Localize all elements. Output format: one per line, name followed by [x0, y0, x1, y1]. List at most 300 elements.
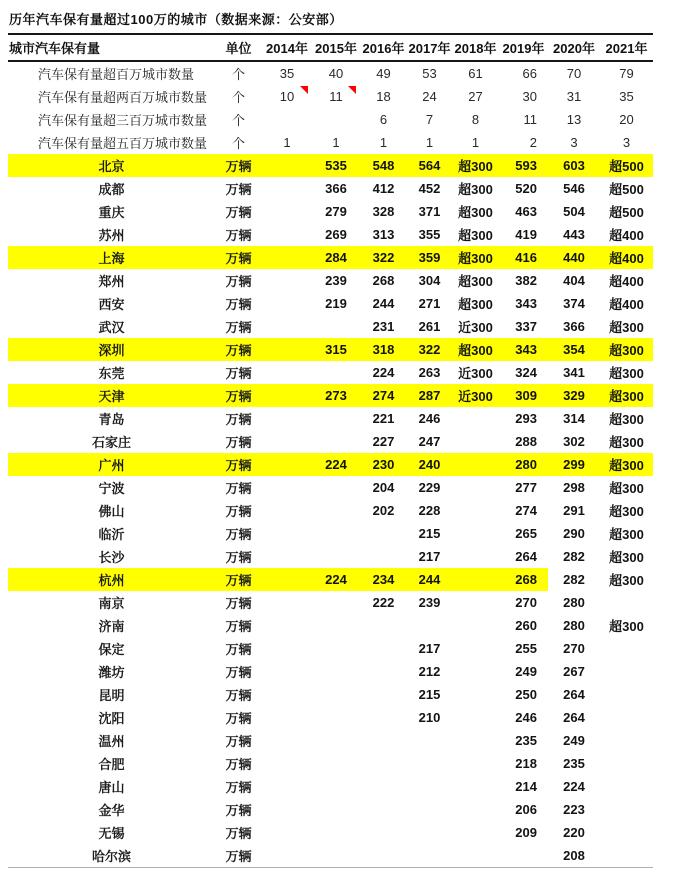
- summary-label: 汽车保有量超三百万城市数量: [38, 113, 208, 128]
- summary-value-cell: 53: [422, 66, 437, 81]
- city-value-cell: [262, 775, 312, 798]
- header-year-2019: 2019年: [499, 34, 548, 61]
- city-row: [8, 315, 653, 338]
- summary-value-cell: 18: [376, 89, 391, 104]
- city-value-cell: 228: [418, 503, 441, 518]
- city-value-cell: [262, 752, 312, 775]
- summary-value-cell: 13: [566, 112, 582, 127]
- city-row: [8, 292, 653, 315]
- city-row: [8, 821, 653, 844]
- city-value-cell: 235: [563, 756, 585, 771]
- unit-cell: 万辆: [225, 619, 252, 634]
- city-value-cell: 超300: [609, 550, 644, 565]
- summary-value-cell: 11: [312, 85, 360, 108]
- city-row: [8, 361, 653, 384]
- city-name-cell: 潍坊: [98, 665, 125, 680]
- header-year-2021: 2021年: [600, 34, 653, 61]
- city-value-cell: 290: [563, 526, 585, 541]
- city-value-cell: 超300: [609, 504, 644, 519]
- summary-value-cell: 2: [529, 135, 537, 150]
- city-value-cell: 263: [418, 365, 441, 380]
- header-row: [8, 34, 653, 61]
- summary-value-cell: 20: [619, 112, 634, 127]
- city-row: [8, 614, 653, 637]
- city-value-cell: [600, 798, 653, 821]
- city-name-cell: 昆明: [98, 688, 125, 703]
- summary-value-cell: 61: [468, 66, 483, 81]
- summary-row: [8, 61, 653, 85]
- city-value-cell: 超300: [609, 481, 644, 496]
- city-row: [8, 177, 653, 200]
- summary-value-cell: 1: [332, 135, 340, 150]
- city-value-cell: 超500: [609, 205, 644, 220]
- summary-value-cell: [312, 108, 360, 131]
- city-name-cell: 长沙: [98, 550, 125, 565]
- summary-value-cell: 35: [279, 66, 295, 81]
- city-row: [8, 706, 653, 729]
- city-name-cell: 杭州: [8, 568, 215, 591]
- city-value-cell: [262, 315, 312, 338]
- city-value-cell: 255: [515, 641, 537, 656]
- city-value-cell: [452, 499, 499, 522]
- city-value-cell: [452, 798, 499, 821]
- city-row: [8, 545, 653, 568]
- city-value-cell: [262, 384, 312, 407]
- city-value-cell: 235: [515, 733, 537, 748]
- unit-cell: 万辆: [225, 826, 252, 841]
- city-value-cell: [312, 361, 360, 384]
- city-value-cell: 239: [325, 273, 347, 288]
- city-value-cell: [262, 223, 312, 246]
- city-value-cell: 322: [407, 338, 452, 361]
- city-value-cell: [262, 545, 312, 568]
- city-value-cell: 超300: [600, 453, 653, 476]
- city-value-cell: [452, 729, 499, 752]
- city-name-cell: 石家庄: [91, 435, 131, 450]
- city-value-cell: 328: [372, 204, 395, 219]
- city-value-cell: 443: [563, 227, 585, 242]
- header-year-2014: 2014年: [262, 34, 312, 61]
- city-row: [8, 660, 653, 683]
- city-value-cell: [452, 407, 499, 430]
- city-value-cell: 249: [563, 733, 585, 748]
- city-value-cell: [312, 499, 360, 522]
- header-unit: 单位: [215, 34, 262, 61]
- city-value-cell: [452, 660, 499, 683]
- city-value-cell: [600, 821, 653, 844]
- city-value-cell: 217: [418, 641, 441, 656]
- city-value-cell: [262, 683, 312, 706]
- city-value-cell: 超300: [609, 320, 644, 335]
- city-value-cell: 371: [418, 204, 441, 219]
- city-value-cell: 293: [515, 411, 537, 426]
- unit-cell: 万辆: [225, 780, 252, 795]
- city-value-cell: [312, 407, 360, 430]
- city-value-cell: [262, 453, 312, 476]
- city-name-cell: 沈阳: [98, 711, 125, 726]
- city-value-cell: [452, 752, 499, 775]
- summary-row: [8, 108, 653, 131]
- city-name-cell: 金华: [98, 803, 125, 818]
- city-value-cell: 412: [372, 181, 395, 196]
- city-name-cell: 宁波: [98, 481, 125, 496]
- city-value-cell: 416: [499, 246, 548, 269]
- city-value-cell: [312, 821, 360, 844]
- city-value-cell: 212: [418, 664, 441, 679]
- city-value-cell: 264: [563, 710, 585, 725]
- city-value-cell: 超400: [609, 274, 644, 289]
- unit-cell: 万辆: [215, 246, 262, 269]
- city-name-cell: 济南: [98, 619, 125, 634]
- city-row: [8, 338, 653, 361]
- city-value-cell: [262, 246, 312, 269]
- city-value-cell: 超400: [609, 297, 644, 312]
- city-value-cell: 309: [499, 384, 548, 407]
- summary-value-cell: 3: [622, 135, 631, 150]
- city-value-cell: 304: [418, 273, 441, 288]
- unit-cell: 万辆: [225, 803, 252, 818]
- city-value-cell: 223: [563, 802, 585, 817]
- city-name-cell: 上海: [8, 246, 215, 269]
- header-city: 城市汽车保有量: [8, 34, 215, 61]
- city-name-cell: 深圳: [8, 338, 215, 361]
- city-value-cell: [262, 568, 312, 591]
- summary-label: 汽车保有量超两百万城市数量: [38, 90, 208, 105]
- city-value-cell: [312, 315, 360, 338]
- summary-value-cell: 70: [566, 66, 582, 81]
- city-value-cell: 520: [515, 181, 537, 196]
- city-value-cell: [360, 637, 407, 660]
- city-value-cell: 359: [407, 246, 452, 269]
- summary-value-cell: [262, 108, 312, 131]
- city-value-cell: 282: [563, 572, 585, 587]
- city-row: [8, 430, 653, 453]
- city-value-cell: [360, 683, 407, 706]
- city-value-cell: 246: [515, 710, 537, 725]
- city-value-cell: 222: [372, 595, 395, 610]
- summary-value-cell: 49: [376, 66, 391, 81]
- city-value-cell: [312, 752, 360, 775]
- unit-cell: 个: [231, 67, 245, 82]
- city-value-cell: [452, 545, 499, 568]
- city-value-cell: 超300: [452, 338, 499, 361]
- unit-cell: 万辆: [215, 384, 262, 407]
- summary-value-cell: 7: [425, 112, 434, 127]
- city-value-cell: 超300: [452, 154, 499, 177]
- city-name-cell: 苏州: [98, 228, 125, 243]
- city-value-cell: 215: [418, 687, 441, 702]
- city-value-cell: 564: [407, 154, 452, 177]
- city-value-cell: [452, 637, 499, 660]
- summary-value-cell: 66: [522, 66, 537, 81]
- city-value-cell: [452, 453, 499, 476]
- unit-cell: 万辆: [225, 734, 252, 749]
- city-name-cell: 天津: [8, 384, 215, 407]
- unit-cell: 万辆: [225, 366, 252, 381]
- unit-cell: 个: [231, 90, 245, 105]
- city-value-cell: 229: [418, 480, 441, 495]
- city-value-cell: [407, 729, 452, 752]
- city-value-cell: 274: [360, 384, 407, 407]
- unit-cell: 万辆: [225, 757, 252, 772]
- city-value-cell: [600, 844, 653, 868]
- unit-cell: 万辆: [225, 297, 252, 312]
- city-name-cell: 郑州: [98, 274, 125, 289]
- city-value-cell: 279: [325, 204, 347, 219]
- city-value-cell: [452, 614, 499, 637]
- city-value-cell: [407, 821, 452, 844]
- city-value-cell: 近300: [458, 366, 493, 381]
- car-ownership-table: [8, 33, 653, 868]
- city-value-cell: 221: [372, 411, 395, 426]
- city-value-cell: [360, 821, 407, 844]
- city-value-cell: [600, 752, 653, 775]
- city-value-cell: 274: [515, 503, 537, 518]
- city-value-cell: 超300: [609, 619, 644, 634]
- city-value-cell: 217: [418, 549, 441, 564]
- city-value-cell: 超500: [600, 154, 653, 177]
- city-value-cell: 219: [325, 296, 347, 311]
- summary-value-cell: 1: [425, 135, 434, 150]
- city-value-cell: 超300: [458, 297, 493, 312]
- summary-value-cell: 30: [522, 89, 537, 104]
- unit-cell: 万辆: [225, 550, 252, 565]
- city-value-cell: [600, 729, 653, 752]
- unit-cell: 万辆: [225, 504, 252, 519]
- city-row: [8, 775, 653, 798]
- city-value-cell: 244: [407, 568, 452, 591]
- chart-title: 历年汽车保有量超过100万的城市（数据来源：公安部）: [9, 12, 343, 27]
- summary-value-cell: 27: [468, 89, 483, 104]
- city-value-cell: [312, 683, 360, 706]
- city-value-cell: 288: [515, 434, 537, 449]
- city-value-cell: 231: [372, 319, 395, 334]
- unit-cell: 万辆: [225, 435, 252, 450]
- city-value-cell: [312, 775, 360, 798]
- city-value-cell: 504: [563, 204, 585, 219]
- city-value-cell: [262, 729, 312, 752]
- summary-row: [8, 131, 653, 154]
- city-value-cell: 240: [407, 453, 452, 476]
- city-row: [8, 568, 653, 591]
- city-value-cell: 224: [563, 779, 585, 794]
- city-value-cell: 270: [563, 641, 585, 656]
- city-row: [8, 154, 653, 177]
- city-value-cell: 234: [360, 568, 407, 591]
- city-value-cell: [452, 775, 499, 798]
- city-value-cell: 220: [563, 825, 585, 840]
- city-value-cell: 419: [515, 227, 537, 242]
- city-value-cell: 超300: [600, 384, 653, 407]
- city-value-cell: 269: [325, 227, 347, 242]
- unit-cell: 万辆: [225, 849, 252, 864]
- city-value-cell: 246: [418, 411, 441, 426]
- city-name-cell: 唐山: [98, 780, 125, 795]
- summary-value-cell: 1: [379, 135, 388, 150]
- city-value-cell: 284: [312, 246, 360, 269]
- city-value-cell: [262, 200, 312, 223]
- city-value-cell: [312, 430, 360, 453]
- summary-value-cell: 3: [570, 135, 578, 150]
- city-value-cell: 208: [563, 848, 585, 863]
- city-value-cell: [312, 476, 360, 499]
- summary-label: 汽车保有量超五百万城市数量: [38, 136, 208, 151]
- city-value-cell: 超300: [458, 182, 493, 197]
- city-name-cell: 武汉: [98, 320, 125, 335]
- city-value-cell: [407, 775, 452, 798]
- city-value-cell: [262, 637, 312, 660]
- city-value-cell: 265: [515, 526, 537, 541]
- city-value-cell: 超300: [609, 435, 644, 450]
- city-value-cell: 超500: [609, 182, 644, 197]
- header-year-2015: 2015年: [312, 34, 360, 61]
- unit-cell: 万辆: [225, 481, 252, 496]
- city-value-cell: [600, 775, 653, 798]
- unit-cell: 万辆: [215, 568, 262, 591]
- city-value-cell: [262, 499, 312, 522]
- city-value-cell: [452, 683, 499, 706]
- unit-cell: 万辆: [225, 412, 252, 427]
- city-row: [8, 269, 653, 292]
- city-value-cell: 264: [563, 687, 585, 702]
- summary-label: 汽车保有量超百万城市数量: [38, 67, 195, 82]
- city-value-cell: [262, 476, 312, 499]
- city-value-cell: [360, 844, 407, 868]
- city-value-cell: [312, 522, 360, 545]
- city-value-cell: 260: [515, 618, 537, 633]
- city-value-cell: 268: [499, 568, 548, 591]
- unit-cell: 万辆: [225, 642, 252, 657]
- city-value-cell: 244: [372, 296, 395, 311]
- unit-cell: 万辆: [225, 665, 252, 680]
- city-value-cell: 366: [563, 319, 585, 334]
- city-value-cell: 343: [515, 296, 537, 311]
- city-value-cell: 280: [563, 595, 585, 610]
- city-value-cell: [262, 591, 312, 614]
- city-value-cell: 超300: [600, 338, 653, 361]
- city-value-cell: 超300: [609, 412, 644, 427]
- city-value-cell: 291: [563, 503, 585, 518]
- unit-cell: 万辆: [225, 274, 252, 289]
- summary-value-cell: 1: [283, 135, 291, 150]
- city-value-cell: 247: [418, 434, 441, 449]
- city-value-cell: 268: [372, 273, 395, 288]
- city-value-cell: 343: [499, 338, 548, 361]
- city-value-cell: 318: [360, 338, 407, 361]
- unit-cell: 万辆: [225, 596, 252, 611]
- city-value-cell: 313: [372, 227, 395, 242]
- city-value-cell: [312, 637, 360, 660]
- city-value-cell: [600, 637, 653, 660]
- city-value-cell: 230: [360, 453, 407, 476]
- city-value-cell: 224: [372, 365, 395, 380]
- city-row: [8, 407, 653, 430]
- city-value-cell: [452, 844, 499, 868]
- city-name-cell: 青岛: [98, 412, 125, 427]
- city-row: [8, 384, 653, 407]
- city-value-cell: 593: [499, 154, 548, 177]
- city-row: [8, 844, 653, 868]
- header-year-2017: 2017年: [407, 34, 452, 61]
- city-value-cell: 452: [418, 181, 441, 196]
- city-value-cell: 270: [515, 595, 537, 610]
- city-value-cell: 382: [515, 273, 537, 288]
- city-value-cell: 202: [372, 503, 395, 518]
- unit-cell: 个: [231, 113, 245, 128]
- city-row: [8, 798, 653, 821]
- city-row: [8, 499, 653, 522]
- header-year-2020: 2020年: [548, 34, 600, 61]
- city-value-cell: [262, 177, 312, 200]
- city-value-cell: [312, 591, 360, 614]
- city-value-cell: [262, 292, 312, 315]
- city-value-cell: [452, 821, 499, 844]
- city-value-cell: 298: [563, 480, 585, 495]
- city-name-cell: 哈尔滨: [91, 849, 131, 864]
- city-value-cell: 210: [418, 710, 441, 725]
- header-year-2016: 2016年: [360, 34, 407, 61]
- city-row: [8, 522, 653, 545]
- city-value-cell: 355: [418, 227, 441, 242]
- city-value-cell: [600, 591, 653, 614]
- unit-cell: 个: [231, 136, 245, 151]
- city-value-cell: 299: [548, 453, 600, 476]
- summary-value-cell: 10: [262, 85, 312, 108]
- city-value-cell: 215: [418, 526, 441, 541]
- city-value-cell: 超300: [458, 274, 493, 289]
- city-row: [8, 246, 653, 269]
- city-row: [8, 453, 653, 476]
- city-value-cell: [312, 545, 360, 568]
- city-value-cell: 440: [548, 246, 600, 269]
- city-value-cell: 354: [548, 338, 600, 361]
- city-name-cell: 南京: [98, 596, 125, 611]
- city-name-cell: 合肥: [98, 757, 125, 772]
- city-name-cell: 西安: [98, 297, 125, 312]
- city-value-cell: [262, 407, 312, 430]
- city-value-cell: [312, 614, 360, 637]
- unit-cell: 万辆: [225, 228, 252, 243]
- summary-row: [8, 85, 653, 108]
- summary-value-cell: 8: [471, 112, 480, 127]
- city-value-cell: 315: [312, 338, 360, 361]
- unit-cell: 万辆: [225, 182, 252, 197]
- city-value-cell: [600, 660, 653, 683]
- city-value-cell: 超300: [458, 205, 493, 220]
- city-value-cell: [312, 844, 360, 868]
- city-value-cell: 463: [515, 204, 537, 219]
- city-value-cell: 224: [312, 453, 360, 476]
- city-value-cell: [312, 729, 360, 752]
- unit-cell: 万辆: [215, 453, 262, 476]
- city-value-cell: 271: [418, 296, 441, 311]
- city-value-cell: 224: [312, 568, 360, 591]
- city-value-cell: [360, 614, 407, 637]
- city-value-cell: 322: [360, 246, 407, 269]
- city-value-cell: 548: [360, 154, 407, 177]
- city-value-cell: 341: [563, 365, 585, 380]
- city-value-cell: [600, 683, 653, 706]
- city-value-cell: 214: [515, 779, 537, 794]
- city-value-cell: 546: [563, 181, 585, 196]
- city-value-cell: [262, 660, 312, 683]
- city-name-cell: 重庆: [98, 205, 125, 220]
- summary-value-cell: 6: [379, 112, 388, 127]
- city-value-cell: 超300: [452, 246, 499, 269]
- city-value-cell: 374: [563, 296, 585, 311]
- summary-value-cell: 40: [328, 66, 344, 81]
- city-value-cell: 近300: [458, 320, 493, 335]
